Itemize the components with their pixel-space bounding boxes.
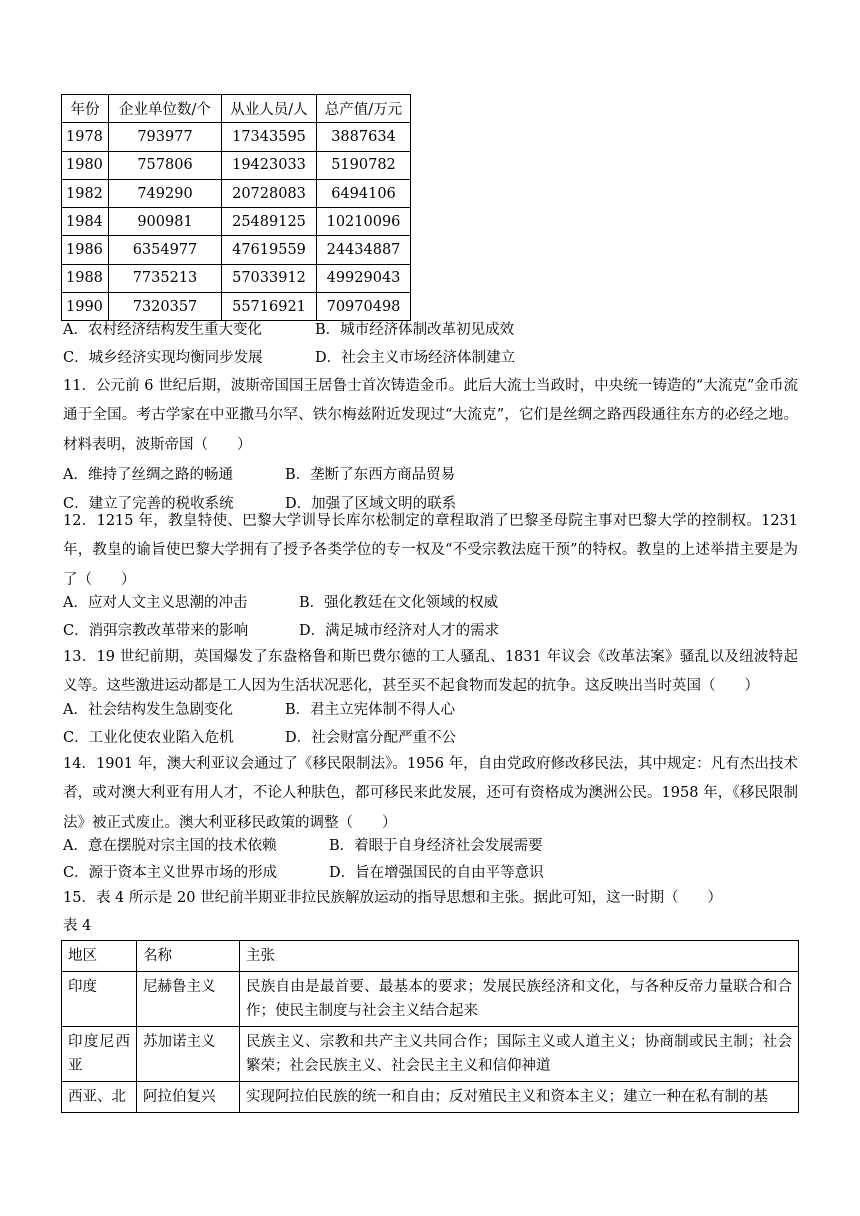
cell-employees: 57033912 <box>222 264 317 292</box>
header-claims: 主张 <box>240 941 799 972</box>
q11-option-d[interactable]: D．加强了区域文明的联系 <box>285 496 457 512</box>
q12-option-b[interactable]: B．强化教廷在文化领域的权威 <box>299 595 499 611</box>
data-table-4 <box>61 940 799 1113</box>
table-row <box>62 1027 799 1082</box>
q11-option-a[interactable]: A．维持了丝绸之路的畅通 <box>63 467 233 483</box>
table4-caption: 表 4 <box>63 918 92 934</box>
q11-option-b[interactable]: B．垄断了东西方商品贸易 <box>285 467 456 483</box>
q15-stem: 15．表 4 所示是 20 世纪前半期亚非拉民族解放运动的指导思想和主张。据此可知，这一时期（ ） <box>63 890 723 906</box>
q10-option-b[interactable]: B．城市经济体制改革初见成效 <box>315 322 515 338</box>
cell-year: 1978 <box>62 123 109 151</box>
table-row <box>62 264 411 292</box>
q12-option-c[interactable]: C．消弭宗教改革带来的影响 <box>63 623 249 639</box>
header-enterprises: 企业单位数/个 <box>109 95 222 123</box>
cell-name: 阿拉伯复兴 <box>137 1082 240 1113</box>
q13-option-b[interactable]: B．君主立宪体制不得人心 <box>285 702 456 718</box>
cell-employees: 55716921 <box>222 293 317 321</box>
cell-name: 苏加诺主义 <box>137 1027 240 1082</box>
q12-option-d[interactable]: D．满足城市经济对人才的需求 <box>299 623 500 639</box>
cell-year: 1982 <box>62 179 109 207</box>
table-header-row <box>62 95 411 123</box>
q11-stem: 11．公元前 6 世纪后期，波斯帝国国王居鲁士首次铸造金币。此后大流士当政时，中央统一铸造的“大流克”金币流通于全国。考古学家在中亚撒马尔罕、铁尔梅兹附近发现过“大流克”，它们是丝绸之路西段通往东方的必经之地。材料表明，波斯帝国（ ） <box>63 378 798 453</box>
table-row <box>62 208 411 236</box>
cell-year: 1986 <box>62 236 109 264</box>
q10-option-a[interactable]: A．农村经济结构发生重大变化 <box>63 322 262 338</box>
header-year: 年份 <box>62 95 109 123</box>
table-row <box>62 293 411 321</box>
q14-option-d[interactable]: D．旨在增强国民的自由平等意识 <box>329 865 544 881</box>
header-output: 总产值/万元 <box>317 95 411 123</box>
cell-output: 5190782 <box>317 151 411 179</box>
q13-stem: 13．19 世纪前期，英国爆发了东盎格鲁和斯巴费尔德的工人骚乱、1831 年议会《改革法案》骚乱以及纽波特起义等。这些激进运动都是工人因为生活状况恶化，甚至买不起食物而发起的抗争。这反映出当时英国（ ） <box>63 649 798 695</box>
q14-options-row-2 <box>63 863 544 883</box>
header-employees: 从业人员/人 <box>222 95 317 123</box>
q10-options-row-1 <box>63 320 514 340</box>
q12-options-row-1 <box>63 593 498 613</box>
q11-options-row-1 <box>63 465 455 485</box>
cell-year: 1990 <box>62 293 109 321</box>
header-name: 名称 <box>137 941 240 972</box>
cell-output: 49929043 <box>317 264 411 292</box>
q12-stem: 12．1215 年，教皇特使、巴黎大学训导长库尔松制定的章程取消了巴黎圣母院主事对巴黎大学的控制权。1231 年，教皇的谕旨使巴黎大学拥有了授予各类学位的专一权及“不受宗教法庭干预”的特权。教皇的上述举措主要是为了（ ） <box>63 513 798 588</box>
table-row <box>62 179 411 207</box>
data-table-1 <box>61 94 411 321</box>
cell-employees: 25489125 <box>222 208 317 236</box>
cell-enterprises: 793977 <box>109 123 222 151</box>
q10-options-row-2 <box>63 348 515 368</box>
cell-enterprises: 7320357 <box>109 293 222 321</box>
cell-region: 印度尼西亚 <box>62 1027 137 1082</box>
q14-option-c[interactable]: C．源于资本主义世界市场的形成 <box>63 865 278 881</box>
cell-claims: 民族主义、宗教和共产主义共同合作；国际主义或人道主义；协商制或民主制；社会繁荣；社会民族主义、社会民主主义和信仰神道 <box>240 1027 799 1082</box>
cell-claims: 民族自由是最首要、最基本的要求；发展民族经济和文化，与各种反帝力量联合和合作；使民主制度与社会主义结合起来 <box>240 972 799 1027</box>
cell-enterprises: 900981 <box>109 208 222 236</box>
cell-year: 1980 <box>62 151 109 179</box>
cell-year: 1984 <box>62 208 109 236</box>
q13-options-row-2 <box>63 728 456 748</box>
cell-output: 24434887 <box>317 236 411 264</box>
cell-enterprises: 749290 <box>109 179 222 207</box>
cell-output: 70970498 <box>317 293 411 321</box>
q14-stem: 14．1901 年，澳大利亚议会通过了《移民限制法》。1956 年，自由党政府修改移民法，其中规定：凡有杰出技术者，或对澳大利亚有用人才，不论人种肤色，都可移民来此发展，还可有资格成为澳洲公民。1958 年，《移民限制法》被正式废止。澳大利亚移民政策的调整（ ） <box>63 756 798 831</box>
q13-option-d[interactable]: D．社会财富分配严重不公 <box>285 730 457 746</box>
q14-options-row-1 <box>63 836 543 856</box>
cell-output: 6494106 <box>317 179 411 207</box>
q13-option-a[interactable]: A．社会结构发生急剧变化 <box>63 702 233 718</box>
table-header-row <box>62 941 799 972</box>
cell-claims: 实现阿拉伯民族的统一和自由；反对殖民主义和资本主义；建立一种在私有制的基 <box>240 1082 799 1113</box>
q12-option-a[interactable]: A．应对人文主义思潮的冲击 <box>63 595 248 611</box>
table-row <box>62 1082 799 1113</box>
cell-employees: 20728083 <box>222 179 317 207</box>
cell-region: 印度 <box>62 972 137 1027</box>
header-region: 地区 <box>62 941 137 972</box>
cell-name: 尼赫鲁主义 <box>137 972 240 1027</box>
table-row <box>62 236 411 264</box>
q10-option-d[interactable]: D．社会主义市场经济体制建立 <box>315 350 516 366</box>
q13-option-c[interactable]: C．工业化使农业陷入危机 <box>63 730 234 746</box>
table-row <box>62 123 411 151</box>
cell-enterprises: 7735213 <box>109 264 222 292</box>
cell-employees: 17343595 <box>222 123 317 151</box>
q13-options-row-1 <box>63 700 455 720</box>
cell-year: 1988 <box>62 264 109 292</box>
q14-option-b[interactable]: B．着眼于自身经济社会发展需要 <box>329 838 543 854</box>
q12-options-row-2 <box>63 621 499 641</box>
cell-enterprises: 757806 <box>109 151 222 179</box>
cell-output: 10210096 <box>317 208 411 236</box>
cell-enterprises: 6354977 <box>109 236 222 264</box>
cell-output: 3887634 <box>317 123 411 151</box>
table-row <box>62 972 799 1027</box>
q10-option-c[interactable]: C．城乡经济实现均衡同步发展 <box>63 350 263 366</box>
q14-option-a[interactable]: A．意在摆脱对宗主国的技术依赖 <box>63 838 277 854</box>
cell-employees: 47619559 <box>222 236 317 264</box>
q11-option-c[interactable]: C．建立了完善的税收系统 <box>63 496 234 512</box>
cell-employees: 19423033 <box>222 151 317 179</box>
cell-region: 西亚、北 <box>62 1082 137 1113</box>
table-row <box>62 151 411 179</box>
